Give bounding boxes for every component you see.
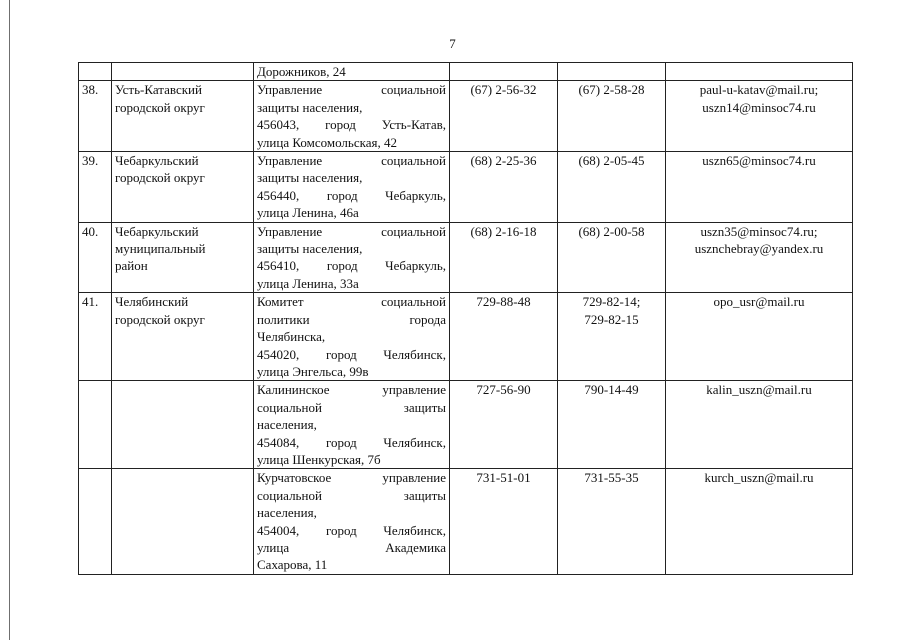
address-line: 456440, город Чебаркуль, bbox=[257, 187, 446, 203]
cell-line: 727-56-90 bbox=[476, 382, 531, 398]
row-number: 40. bbox=[82, 223, 99, 239]
address-line: Курчатовское управление bbox=[257, 470, 446, 486]
address-line: 454004, город Челябинск, bbox=[257, 522, 446, 538]
cell-line: uszn65@minsoc74.ru bbox=[702, 153, 816, 169]
institution-address-cell bbox=[254, 63, 450, 81]
row-number: 41. bbox=[82, 294, 99, 310]
table-row bbox=[79, 81, 853, 152]
fax-cell bbox=[558, 222, 666, 293]
address-line: улица Энгельса, 99в bbox=[257, 363, 369, 379]
address-line: Управление социальной bbox=[257, 153, 446, 169]
email-cell bbox=[666, 469, 853, 575]
table-row bbox=[79, 293, 853, 381]
cell-line: 729-88-48 bbox=[476, 294, 531, 310]
address-line: Управление социальной bbox=[257, 82, 446, 98]
address-line: политики города bbox=[257, 311, 446, 327]
phone-cell bbox=[450, 152, 558, 223]
cell-line: городской округ bbox=[115, 99, 205, 115]
institution-address-cell bbox=[254, 81, 450, 152]
cell-line: kalin_uszn@mail.ru bbox=[706, 382, 812, 398]
fax-cell bbox=[558, 81, 666, 152]
municipality-cell bbox=[112, 222, 254, 293]
email-cell bbox=[666, 293, 853, 381]
email-cell bbox=[666, 63, 853, 81]
phone-cell bbox=[450, 63, 558, 81]
cell-line: городской округ bbox=[115, 170, 205, 186]
row-number: 38. bbox=[82, 82, 99, 98]
cell-line: opo_usr@mail.ru bbox=[713, 294, 805, 310]
address-line: социальной защиты bbox=[257, 487, 446, 503]
email-cell bbox=[666, 81, 853, 152]
row-number-cell bbox=[79, 222, 112, 293]
fax-cell bbox=[558, 381, 666, 469]
row-number-cell bbox=[79, 293, 112, 381]
phone-cell bbox=[450, 222, 558, 293]
phone-cell bbox=[450, 381, 558, 469]
cell-line: муниципальный bbox=[115, 241, 206, 257]
page-number: 7 bbox=[449, 36, 456, 51]
cell-line: paul-u-katav@mail.ru; bbox=[699, 82, 819, 98]
cell-line: (67) 2-58-28 bbox=[578, 82, 645, 98]
table-row bbox=[79, 63, 853, 81]
table-row bbox=[79, 469, 853, 575]
address-line: защиты населения, bbox=[257, 170, 363, 186]
row-number-cell bbox=[79, 469, 112, 575]
municipality-cell bbox=[112, 381, 254, 469]
address-line: Челябинска, bbox=[257, 329, 326, 345]
address-line: 456410, город Чебаркуль, bbox=[257, 258, 446, 274]
cell-line: kurch_uszn@mail.ru bbox=[704, 470, 814, 486]
address-line: 454020, город Челябинск, bbox=[257, 346, 446, 362]
institution-address-cell bbox=[254, 293, 450, 381]
address-line: Управление социальной bbox=[257, 223, 446, 239]
cell-line: Усть-Катавский bbox=[115, 82, 202, 98]
institution-address-cell bbox=[254, 222, 450, 293]
address-line: 454084, город Челябинск, bbox=[257, 434, 446, 450]
address-line: 456043, город Усть-Катав, bbox=[257, 117, 446, 133]
cell-line: 729-82-14; bbox=[582, 294, 641, 310]
cell-line: 729-82-15 bbox=[584, 311, 639, 327]
phone-cell bbox=[450, 469, 558, 575]
address-line: населения, bbox=[257, 505, 317, 521]
cell-line: uszn14@minsoc74.ru bbox=[702, 99, 816, 115]
email-cell bbox=[666, 381, 853, 469]
cell-line: Чебаркульский bbox=[115, 223, 199, 239]
address-line: улица Комсомольская, 42 bbox=[257, 134, 397, 150]
address-line: Комитет социальной bbox=[257, 294, 446, 310]
email-cell bbox=[666, 152, 853, 223]
fax-cell bbox=[558, 152, 666, 223]
cell-line: (68) 2-00-58 bbox=[578, 223, 645, 239]
cell-line: (68) 2-16-18 bbox=[470, 223, 537, 239]
address-line: улица Академика bbox=[257, 539, 446, 555]
institution-address-cell bbox=[254, 469, 450, 575]
fax-cell bbox=[558, 469, 666, 575]
address-line: улица Шенкурская, 7б bbox=[257, 451, 381, 467]
municipality-cell bbox=[112, 469, 254, 575]
municipality-cell bbox=[112, 81, 254, 152]
municipality-cell bbox=[112, 293, 254, 381]
cell-line: uszn35@minsoc74.ru; bbox=[700, 223, 818, 239]
cell-line: 731-51-01 bbox=[476, 470, 531, 486]
institutions-table bbox=[78, 62, 853, 575]
table-body bbox=[79, 63, 853, 575]
row-number: 39. bbox=[82, 153, 99, 169]
row-number-cell bbox=[79, 152, 112, 223]
phone-cell bbox=[450, 81, 558, 152]
address-line: Дорожников, 24 bbox=[257, 64, 346, 79]
address-line: социальной защиты bbox=[257, 399, 446, 415]
row-number-cell bbox=[79, 63, 112, 81]
row-number-cell bbox=[79, 381, 112, 469]
fax-cell bbox=[558, 293, 666, 381]
table-row bbox=[79, 152, 853, 223]
cell-line: городской округ bbox=[115, 311, 205, 327]
cell-line: (68) 2-25-36 bbox=[470, 153, 537, 169]
cell-line: (67) 2-56-32 bbox=[470, 82, 537, 98]
phone-cell bbox=[450, 293, 558, 381]
cell-line: район bbox=[115, 258, 148, 274]
cell-line: Чебаркульский bbox=[115, 153, 199, 169]
institution-address-cell bbox=[254, 381, 450, 469]
address-line: защиты населения, bbox=[257, 99, 363, 115]
scan-edge-line bbox=[9, 0, 10, 640]
address-line: улица Ленина, 46а bbox=[257, 205, 359, 221]
fax-cell bbox=[558, 63, 666, 81]
address-line: Калининское управление bbox=[257, 382, 446, 398]
cell-line: (68) 2-05-45 bbox=[578, 153, 645, 169]
address-line: улица Ленина, 33а bbox=[257, 275, 359, 291]
institution-address-cell bbox=[254, 152, 450, 223]
address-line: населения, bbox=[257, 417, 317, 433]
address-line: Сахарова, 11 bbox=[257, 557, 328, 573]
municipality-cell bbox=[112, 152, 254, 223]
table-row bbox=[79, 381, 853, 469]
cell-line: Челябинский bbox=[115, 294, 189, 310]
table-row bbox=[79, 222, 853, 293]
address-line: защиты населения, bbox=[257, 241, 363, 257]
cell-line: 790-14-49 bbox=[584, 382, 639, 398]
email-cell bbox=[666, 222, 853, 293]
cell-line: usznchebray@yandex.ru bbox=[694, 241, 824, 257]
row-number-cell bbox=[79, 81, 112, 152]
cell-line: 731-55-35 bbox=[584, 470, 639, 486]
municipality-cell bbox=[112, 63, 254, 81]
